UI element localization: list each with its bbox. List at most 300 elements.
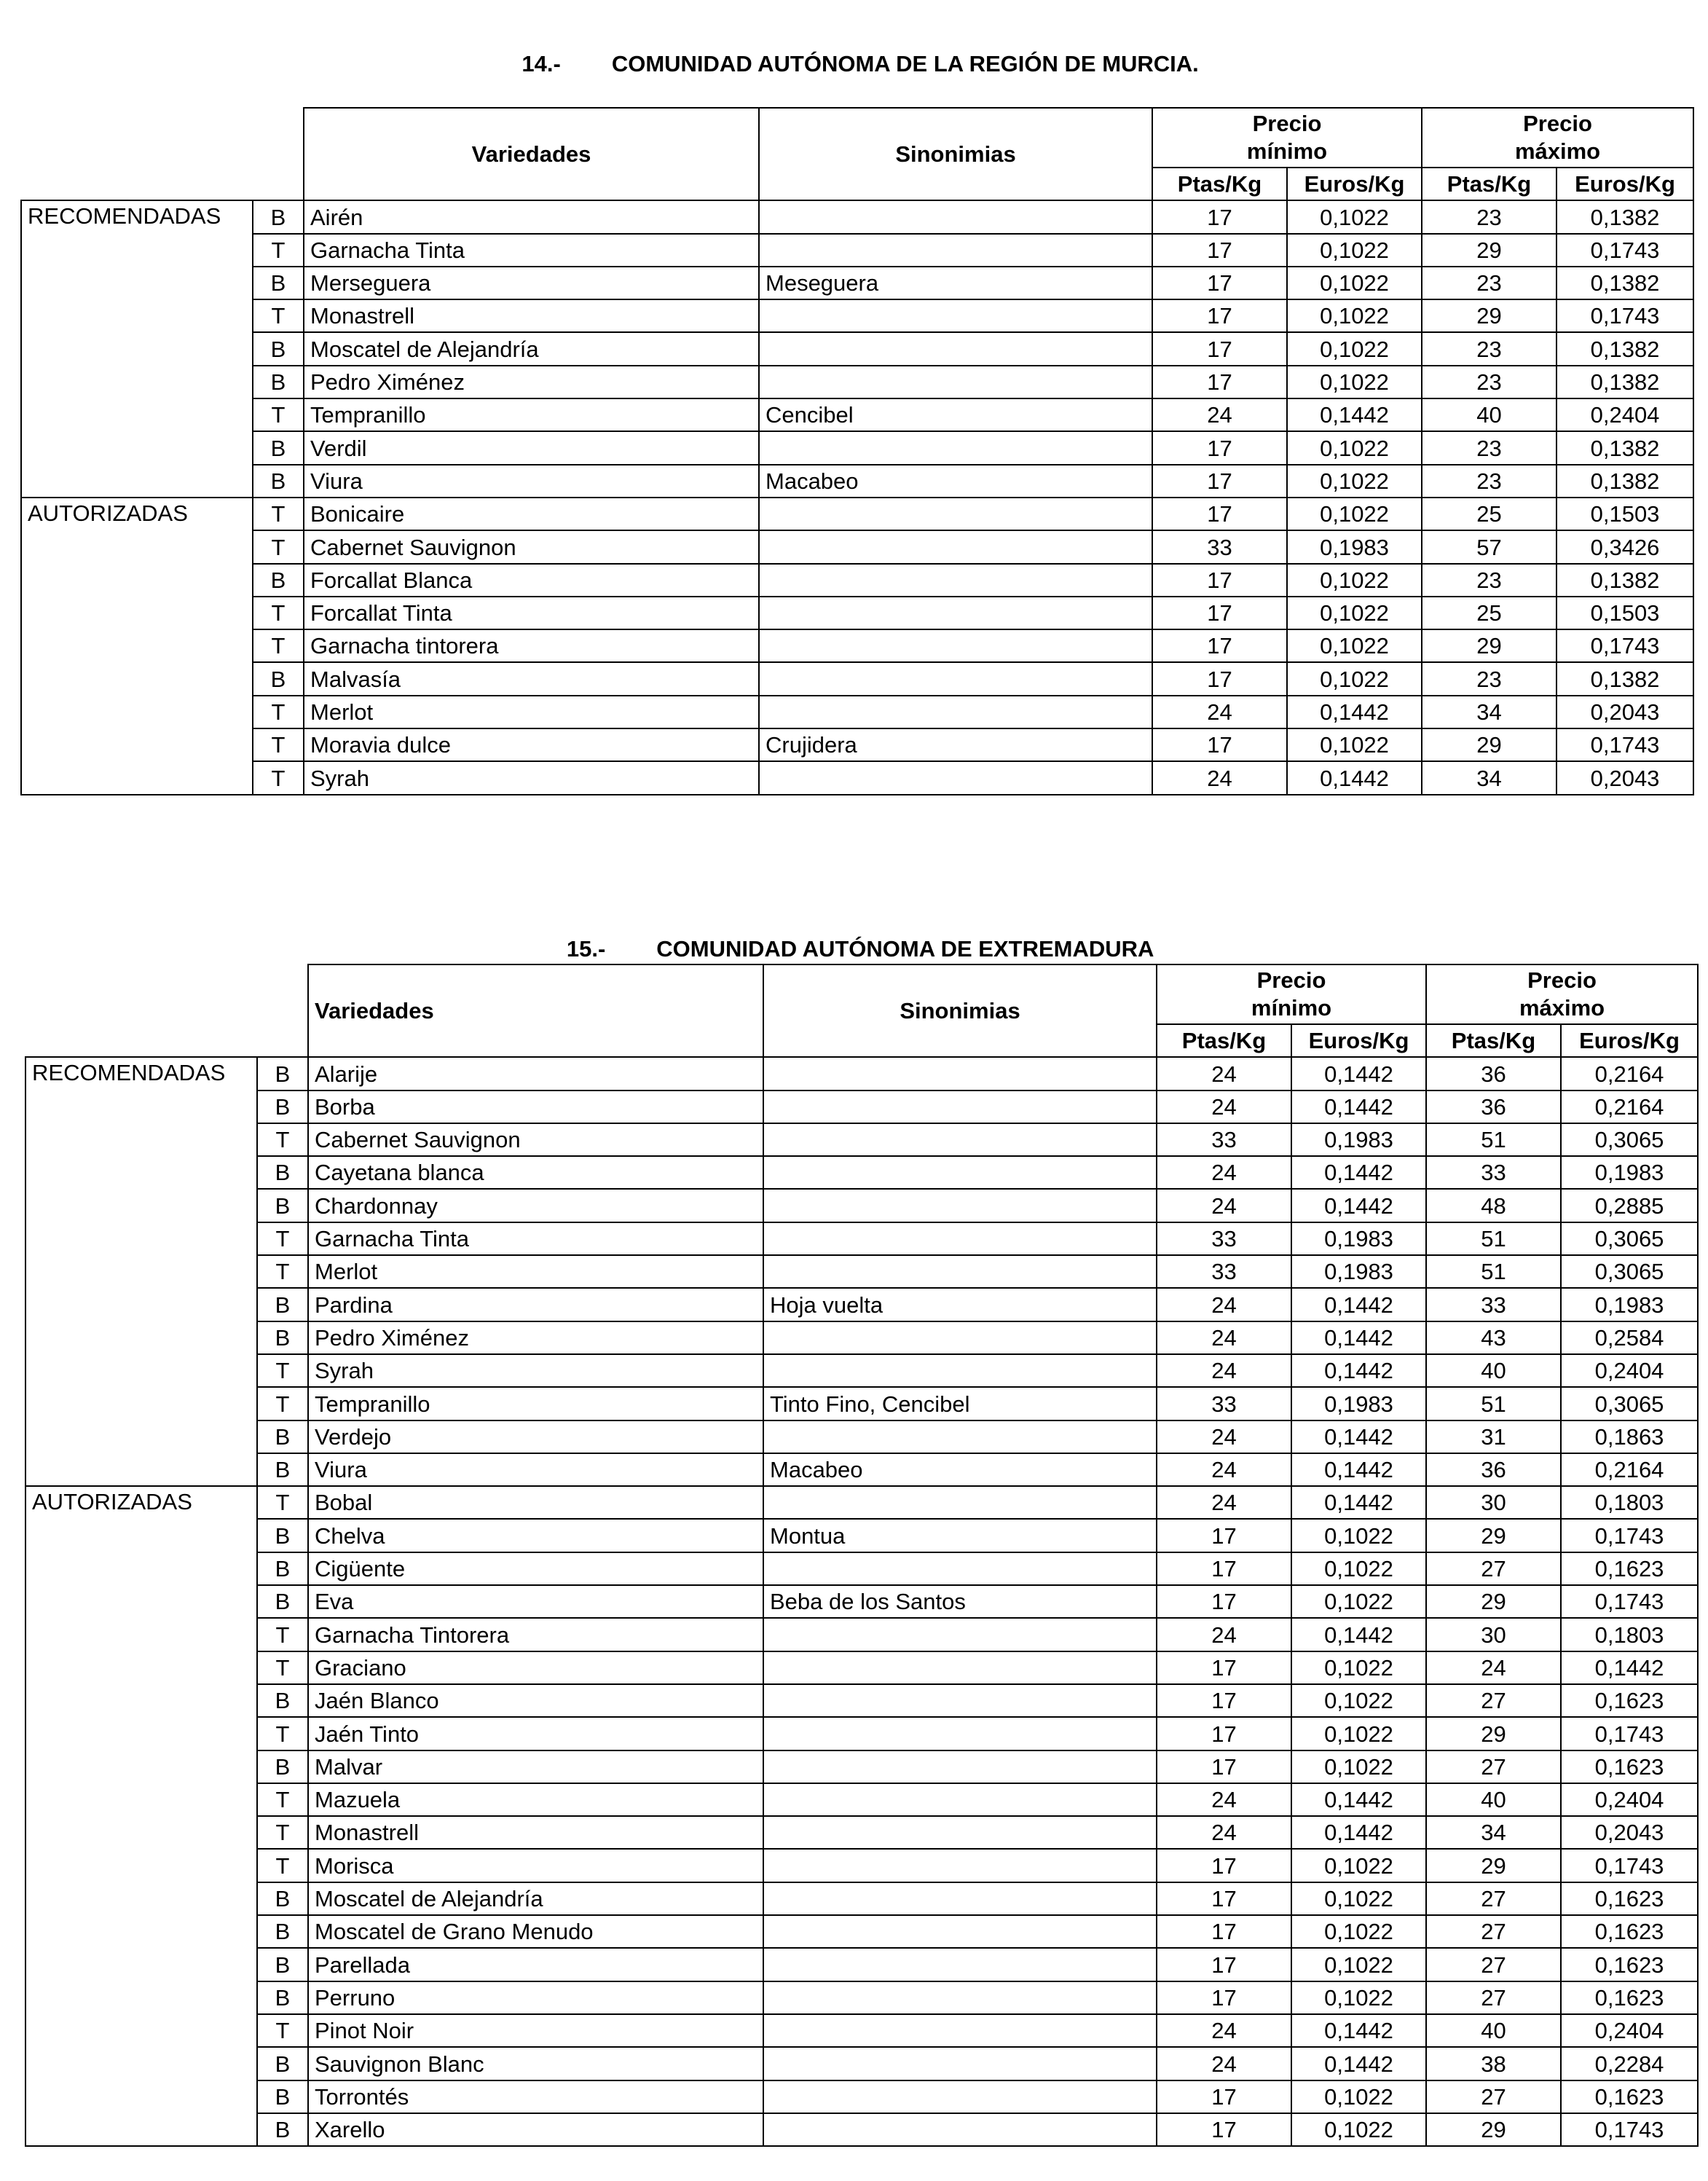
max-price-euros: 0,3065 bbox=[1561, 1123, 1698, 1156]
min-price-ptas: 33 bbox=[1157, 1222, 1291, 1255]
max-price-ptas: 34 bbox=[1422, 761, 1557, 794]
table-row bbox=[21, 299, 1693, 332]
header-sinonimias: Sinonimias bbox=[763, 964, 1157, 1057]
table-row bbox=[25, 1651, 1698, 1684]
table-row bbox=[21, 366, 1693, 398]
table-row bbox=[25, 1684, 1698, 1717]
min-price-ptas: 24 bbox=[1157, 1486, 1291, 1519]
max-price-euros: 0,2164 bbox=[1561, 1090, 1698, 1123]
variety-name: Pedro Ximénez bbox=[308, 1321, 763, 1354]
synonym bbox=[759, 431, 1152, 464]
synonym bbox=[759, 299, 1152, 332]
min-price-ptas: 24 bbox=[1157, 1453, 1291, 1486]
min-price-ptas: 17 bbox=[1152, 366, 1287, 398]
max-price-euros: 0,2043 bbox=[1557, 696, 1693, 728]
max-price-ptas: 38 bbox=[1426, 2047, 1561, 2080]
synonym bbox=[759, 332, 1152, 365]
color-code: B bbox=[257, 1420, 308, 1453]
min-price-ptas: 17 bbox=[1157, 1882, 1291, 1915]
min-price-euros: 0,1442 bbox=[1291, 1816, 1426, 1849]
min-price-euros: 0,1442 bbox=[1291, 1354, 1426, 1387]
synonym: Tinto Fino, Cencibel bbox=[763, 1387, 1157, 1420]
color-code: T bbox=[257, 1222, 308, 1255]
variety-name: Moscatel de Alejandría bbox=[304, 332, 759, 365]
table-row bbox=[25, 1057, 1698, 1090]
header-precio-maximo: Precio máximo bbox=[1422, 108, 1693, 168]
max-price-ptas: 43 bbox=[1426, 1321, 1561, 1354]
min-price-ptas: 33 bbox=[1157, 1255, 1291, 1288]
synonym bbox=[759, 530, 1152, 563]
table-row bbox=[25, 1882, 1698, 1915]
min-price-ptas: 17 bbox=[1152, 662, 1287, 695]
min-price-euros: 0,1022 bbox=[1287, 465, 1422, 498]
min-price-ptas: 33 bbox=[1152, 530, 1287, 563]
max-price-euros: 0,2404 bbox=[1561, 1783, 1698, 1816]
min-price-euros: 0,1022 bbox=[1291, 1684, 1426, 1717]
variety-name: Cayetana blanca bbox=[308, 1156, 763, 1189]
max-price-euros: 0,1743 bbox=[1557, 728, 1693, 761]
max-price-ptas: 27 bbox=[1426, 1981, 1561, 2014]
color-code: T bbox=[257, 1618, 308, 1651]
max-price-ptas: 27 bbox=[1426, 1750, 1561, 1783]
min-price-euros: 0,1022 bbox=[1291, 1519, 1426, 1552]
max-price-euros: 0,1382 bbox=[1557, 431, 1693, 464]
max-price-ptas: 23 bbox=[1422, 200, 1557, 233]
max-price-ptas: 23 bbox=[1422, 366, 1557, 398]
table-row bbox=[25, 1717, 1698, 1750]
synonym bbox=[763, 1981, 1157, 2014]
min-price-ptas: 24 bbox=[1157, 1090, 1291, 1123]
min-price-euros: 0,1022 bbox=[1287, 728, 1422, 761]
variety-name: Malvasía bbox=[304, 662, 759, 695]
min-price-ptas: 17 bbox=[1157, 1519, 1291, 1552]
max-price-euros: 0,1743 bbox=[1561, 1717, 1698, 1750]
variety-name: Xarello bbox=[308, 2113, 763, 2146]
color-code: B bbox=[257, 1090, 308, 1123]
variety-name: Alarije bbox=[308, 1057, 763, 1090]
max-price-euros: 0,1743 bbox=[1561, 1519, 1698, 1552]
synonym bbox=[763, 1057, 1157, 1090]
color-code: T bbox=[257, 1354, 308, 1387]
header-precio-maximo: Precio máximo bbox=[1426, 964, 1698, 1024]
synonym: Meseguera bbox=[759, 267, 1152, 299]
header-max-ptas: Ptas/Kg bbox=[1426, 1024, 1561, 1057]
table-row bbox=[25, 1519, 1698, 1552]
max-price-euros: 0,1803 bbox=[1561, 1618, 1698, 1651]
section-title-text: COMUNIDAD AUTÓNOMA DE LA REGIÓN DE MURCIA. bbox=[611, 51, 1199, 76]
header-min-ptas: Ptas/Kg bbox=[1152, 168, 1287, 200]
table-row bbox=[21, 530, 1693, 563]
variety-name: Moravia dulce bbox=[304, 728, 759, 761]
color-code: T bbox=[257, 1123, 308, 1156]
min-price-ptas: 17 bbox=[1157, 1585, 1291, 1618]
min-price-ptas: 17 bbox=[1152, 465, 1287, 498]
min-price-ptas: 17 bbox=[1152, 431, 1287, 464]
variety-name: Pardina bbox=[308, 1288, 763, 1321]
max-price-ptas: 25 bbox=[1422, 597, 1557, 629]
category-label: RECOMENDADAS bbox=[25, 1057, 257, 1486]
color-code: B bbox=[253, 200, 304, 233]
max-price-euros: 0,1503 bbox=[1557, 498, 1693, 530]
max-price-euros: 0,3065 bbox=[1561, 1255, 1698, 1288]
max-price-euros: 0,1983 bbox=[1561, 1156, 1698, 1189]
min-price-euros: 0,1442 bbox=[1291, 2047, 1426, 2080]
variety-name: Chardonnay bbox=[308, 1189, 763, 1222]
table-row bbox=[21, 696, 1693, 728]
category-label: AUTORIZADAS bbox=[21, 498, 253, 795]
synonym bbox=[759, 629, 1152, 662]
max-price-euros: 0,1743 bbox=[1561, 1849, 1698, 1882]
category-label: AUTORIZADAS bbox=[25, 1486, 257, 2146]
synonym bbox=[763, 1255, 1157, 1288]
synonym bbox=[763, 1618, 1157, 1651]
variety-name: Perruno bbox=[308, 1981, 763, 2014]
min-price-ptas: 24 bbox=[1152, 696, 1287, 728]
color-code: T bbox=[257, 1849, 308, 1882]
min-price-euros: 0,1022 bbox=[1291, 1651, 1426, 1684]
max-price-euros: 0,1623 bbox=[1561, 1948, 1698, 1981]
variety-name: Forcallat Blanca bbox=[304, 564, 759, 597]
max-price-ptas: 36 bbox=[1426, 1453, 1561, 1486]
table-row bbox=[25, 1189, 1698, 1222]
table-row bbox=[21, 597, 1693, 629]
variety-name: Forcallat Tinta bbox=[304, 597, 759, 629]
max-price-euros: 0,3065 bbox=[1561, 1387, 1698, 1420]
table-row bbox=[25, 1948, 1698, 1981]
max-price-euros: 0,2164 bbox=[1561, 1453, 1698, 1486]
table-row bbox=[21, 498, 1693, 530]
header-variedades: Variedades bbox=[308, 964, 763, 1057]
table-row bbox=[25, 1783, 1698, 1816]
table-row bbox=[25, 1915, 1698, 1948]
synonym bbox=[763, 1849, 1157, 1882]
section-title-text: COMUNIDAD AUTÓNOMA DE EXTREMADURA bbox=[656, 936, 1154, 962]
color-code: T bbox=[257, 1816, 308, 1849]
max-price-ptas: 34 bbox=[1422, 696, 1557, 728]
max-price-ptas: 36 bbox=[1426, 1090, 1561, 1123]
synonym bbox=[763, 1948, 1157, 1981]
synonym bbox=[763, 1651, 1157, 1684]
variety-name: Moscatel de Grano Menudo bbox=[308, 1915, 763, 1948]
variety-name: Verdejo bbox=[308, 1420, 763, 1453]
max-price-ptas: 40 bbox=[1422, 398, 1557, 431]
color-code: B bbox=[257, 1585, 308, 1618]
max-price-euros: 0,1623 bbox=[1561, 1915, 1698, 1948]
synonym bbox=[759, 696, 1152, 728]
synonym bbox=[759, 234, 1152, 267]
min-price-ptas: 24 bbox=[1152, 398, 1287, 431]
min-price-ptas: 24 bbox=[1157, 1354, 1291, 1387]
min-price-euros: 0,1442 bbox=[1291, 1057, 1426, 1090]
min-price-ptas: 17 bbox=[1152, 200, 1287, 233]
color-code: T bbox=[253, 398, 304, 431]
color-code: T bbox=[253, 696, 304, 728]
max-price-ptas: 29 bbox=[1426, 1849, 1561, 1882]
variety-name: Parellada bbox=[308, 1948, 763, 1981]
max-price-ptas: 23 bbox=[1422, 564, 1557, 597]
min-price-euros: 0,1442 bbox=[1291, 1486, 1426, 1519]
table-row bbox=[25, 1453, 1698, 1486]
min-price-euros: 0,1983 bbox=[1287, 530, 1422, 563]
color-code: B bbox=[253, 662, 304, 695]
max-price-ptas: 23 bbox=[1422, 267, 1557, 299]
color-code: T bbox=[253, 530, 304, 563]
table-row bbox=[25, 1156, 1698, 1189]
variety-name: Cabernet Sauvignon bbox=[304, 530, 759, 563]
min-price-ptas: 17 bbox=[1152, 498, 1287, 530]
color-code: B bbox=[253, 332, 304, 365]
synonym bbox=[763, 1090, 1157, 1123]
table-row bbox=[21, 398, 1693, 431]
synonym: Macabeo bbox=[759, 465, 1152, 498]
synonym bbox=[763, 1222, 1157, 1255]
synonym bbox=[759, 564, 1152, 597]
max-price-euros: 0,1503 bbox=[1557, 597, 1693, 629]
synonym bbox=[759, 200, 1152, 233]
max-price-euros: 0,1623 bbox=[1561, 1981, 1698, 2014]
max-price-ptas: 51 bbox=[1426, 1222, 1561, 1255]
min-price-euros: 0,1442 bbox=[1291, 1189, 1426, 1222]
max-price-ptas: 51 bbox=[1426, 1123, 1561, 1156]
min-price-ptas: 24 bbox=[1157, 2047, 1291, 2080]
synonym bbox=[763, 2113, 1157, 2146]
synonym bbox=[763, 2080, 1157, 2113]
max-price-euros: 0,1382 bbox=[1557, 200, 1693, 233]
color-code: B bbox=[253, 431, 304, 464]
color-code: B bbox=[257, 1453, 308, 1486]
color-code: B bbox=[253, 564, 304, 597]
section-number: 15.- bbox=[566, 936, 606, 962]
max-price-ptas: 29 bbox=[1422, 629, 1557, 662]
variety-name: Torrontés bbox=[308, 2080, 763, 2113]
table-row bbox=[25, 2113, 1698, 2146]
variety-name: Graciano bbox=[308, 1651, 763, 1684]
min-price-ptas: 17 bbox=[1157, 1981, 1291, 2014]
max-price-euros: 0,3426 bbox=[1557, 530, 1693, 563]
min-price-ptas: 24 bbox=[1157, 1057, 1291, 1090]
variety-name: Pedro Ximénez bbox=[304, 366, 759, 398]
table-row bbox=[21, 761, 1693, 794]
min-price-euros: 0,1022 bbox=[1287, 662, 1422, 695]
max-price-euros: 0,2584 bbox=[1561, 1321, 1698, 1354]
min-price-euros: 0,1022 bbox=[1287, 332, 1422, 365]
synonym bbox=[763, 1354, 1157, 1387]
color-code: T bbox=[257, 1717, 308, 1750]
synonym bbox=[759, 761, 1152, 794]
min-price-ptas: 33 bbox=[1157, 1123, 1291, 1156]
variety-name: Tempranillo bbox=[304, 398, 759, 431]
variety-name: Airén bbox=[304, 200, 759, 233]
variety-name: Malvar bbox=[308, 1750, 763, 1783]
table-row bbox=[25, 1552, 1698, 1585]
variety-name: Moscatel de Alejandría bbox=[308, 1882, 763, 1915]
max-price-euros: 0,1743 bbox=[1557, 234, 1693, 267]
max-price-euros: 0,2404 bbox=[1557, 398, 1693, 431]
synonym: Hoja vuelta bbox=[763, 1288, 1157, 1321]
min-price-euros: 0,1022 bbox=[1291, 1750, 1426, 1783]
variety-name: Garnacha tintorera bbox=[304, 629, 759, 662]
max-price-ptas: 29 bbox=[1422, 299, 1557, 332]
max-price-euros: 0,1623 bbox=[1561, 2080, 1698, 2113]
min-price-ptas: 24 bbox=[1152, 761, 1287, 794]
color-code: T bbox=[253, 629, 304, 662]
table-row bbox=[21, 728, 1693, 761]
color-code: B bbox=[257, 1552, 308, 1585]
variety-name: Merlot bbox=[308, 1255, 763, 1288]
synonym bbox=[759, 366, 1152, 398]
color-code: B bbox=[257, 1948, 308, 1981]
max-price-ptas: 29 bbox=[1422, 728, 1557, 761]
table-row bbox=[25, 1387, 1698, 1420]
synonym bbox=[763, 1420, 1157, 1453]
max-price-ptas: 27 bbox=[1426, 1882, 1561, 1915]
section-14-title bbox=[0, 20, 1708, 79]
header-variedades: Variedades bbox=[304, 108, 759, 200]
synonym bbox=[763, 1684, 1157, 1717]
table-row bbox=[25, 1849, 1698, 1882]
min-price-ptas: 17 bbox=[1157, 1915, 1291, 1948]
max-price-ptas: 40 bbox=[1426, 1783, 1561, 1816]
min-price-ptas: 17 bbox=[1157, 2113, 1291, 2146]
color-code: T bbox=[253, 761, 304, 794]
table-row bbox=[25, 1816, 1698, 1849]
table-row bbox=[21, 465, 1693, 498]
min-price-ptas: 24 bbox=[1157, 1288, 1291, 1321]
max-price-euros: 0,1743 bbox=[1561, 2113, 1698, 2146]
variety-name: Borba bbox=[308, 1090, 763, 1123]
table-row bbox=[21, 662, 1693, 695]
variety-name: Jaén Tinto bbox=[308, 1717, 763, 1750]
header-max-ptas: Ptas/Kg bbox=[1422, 168, 1557, 200]
synonym bbox=[763, 1816, 1157, 1849]
color-code: T bbox=[257, 1387, 308, 1420]
variety-name: Merlot bbox=[304, 696, 759, 728]
max-price-euros: 0,1863 bbox=[1561, 1420, 1698, 1453]
table-row bbox=[21, 200, 1693, 233]
variety-name: Merseguera bbox=[304, 267, 759, 299]
table-row bbox=[21, 431, 1693, 464]
min-price-euros: 0,1442 bbox=[1291, 1420, 1426, 1453]
table-row bbox=[21, 629, 1693, 662]
color-code: T bbox=[253, 498, 304, 530]
max-price-euros: 0,2404 bbox=[1561, 2014, 1698, 2047]
table-row bbox=[25, 2080, 1698, 2113]
max-price-ptas: 30 bbox=[1426, 1486, 1561, 1519]
min-price-ptas: 24 bbox=[1157, 1816, 1291, 1849]
section-number: 14.- bbox=[522, 51, 561, 76]
variety-name: Jaén Blanco bbox=[308, 1684, 763, 1717]
variety-name: Syrah bbox=[304, 761, 759, 794]
min-price-euros: 0,1442 bbox=[1291, 2014, 1426, 2047]
min-price-ptas: 17 bbox=[1157, 1552, 1291, 1585]
table-row bbox=[25, 1321, 1698, 1354]
min-price-euros: 0,1022 bbox=[1287, 234, 1422, 267]
synonym bbox=[763, 1189, 1157, 1222]
color-code: B bbox=[257, 1189, 308, 1222]
table-row bbox=[25, 1123, 1698, 1156]
synonym: Macabeo bbox=[763, 1453, 1157, 1486]
max-price-ptas: 27 bbox=[1426, 1948, 1561, 1981]
min-price-euros: 0,1022 bbox=[1287, 498, 1422, 530]
variety-name: Bobal bbox=[308, 1486, 763, 1519]
min-price-ptas: 24 bbox=[1157, 1618, 1291, 1651]
min-price-euros: 0,1022 bbox=[1287, 200, 1422, 233]
max-price-ptas: 34 bbox=[1426, 1816, 1561, 1849]
color-code: B bbox=[257, 1057, 308, 1090]
table-row bbox=[25, 2047, 1698, 2080]
min-price-euros: 0,1022 bbox=[1287, 629, 1422, 662]
min-price-euros: 0,1022 bbox=[1291, 1552, 1426, 1585]
min-price-euros: 0,1022 bbox=[1287, 267, 1422, 299]
synonym bbox=[763, 1123, 1157, 1156]
variety-name: Pinot Noir bbox=[308, 2014, 763, 2047]
min-price-ptas: 17 bbox=[1152, 267, 1287, 299]
max-price-ptas: 48 bbox=[1426, 1189, 1561, 1222]
header-max-euros: Euros/Kg bbox=[1557, 168, 1693, 200]
min-price-euros: 0,1983 bbox=[1291, 1387, 1426, 1420]
color-code: B bbox=[257, 2047, 308, 2080]
max-price-ptas: 29 bbox=[1426, 1585, 1561, 1618]
header-blank bbox=[25, 964, 308, 1057]
synonym bbox=[763, 2047, 1157, 2080]
min-price-ptas: 17 bbox=[1152, 597, 1287, 629]
color-code: B bbox=[257, 1981, 308, 2014]
max-price-ptas: 23 bbox=[1422, 662, 1557, 695]
min-price-ptas: 24 bbox=[1157, 1420, 1291, 1453]
table-row bbox=[25, 1750, 1698, 1783]
min-price-ptas: 17 bbox=[1152, 299, 1287, 332]
min-price-euros: 0,1022 bbox=[1287, 431, 1422, 464]
synonym: Montua bbox=[763, 1519, 1157, 1552]
variety-name: Garnacha Tinta bbox=[308, 1222, 763, 1255]
table-row bbox=[25, 1486, 1698, 1519]
color-code: B bbox=[257, 1882, 308, 1915]
max-price-ptas: 31 bbox=[1426, 1420, 1561, 1453]
variety-name: Morisca bbox=[308, 1849, 763, 1882]
max-price-ptas: 27 bbox=[1426, 1552, 1561, 1585]
synonym: Beba de los Santos bbox=[763, 1585, 1157, 1618]
min-price-ptas: 17 bbox=[1152, 728, 1287, 761]
max-price-euros: 0,1623 bbox=[1561, 1882, 1698, 1915]
min-price-ptas: 17 bbox=[1157, 1948, 1291, 1981]
max-price-euros: 0,1382 bbox=[1557, 366, 1693, 398]
min-price-euros: 0,1983 bbox=[1291, 1255, 1426, 1288]
color-code: B bbox=[253, 465, 304, 498]
variety-name: Viura bbox=[304, 465, 759, 498]
min-price-ptas: 24 bbox=[1157, 1321, 1291, 1354]
max-price-ptas: 30 bbox=[1426, 1618, 1561, 1651]
variety-name: Cabernet Sauvignon bbox=[308, 1123, 763, 1156]
synonym bbox=[763, 1321, 1157, 1354]
min-price-ptas: 17 bbox=[1157, 2080, 1291, 2113]
category-label: RECOMENDADAS bbox=[21, 200, 253, 498]
min-price-ptas: 17 bbox=[1152, 564, 1287, 597]
table-row bbox=[25, 1288, 1698, 1321]
synonym bbox=[763, 1882, 1157, 1915]
min-price-euros: 0,1442 bbox=[1291, 1090, 1426, 1123]
table-row bbox=[25, 1090, 1698, 1123]
max-price-ptas: 29 bbox=[1426, 2113, 1561, 2146]
table-row bbox=[25, 2014, 1698, 2047]
max-price-euros: 0,1803 bbox=[1561, 1486, 1698, 1519]
min-price-euros: 0,1442 bbox=[1287, 761, 1422, 794]
max-price-ptas: 27 bbox=[1426, 1915, 1561, 1948]
synonym bbox=[763, 1552, 1157, 1585]
min-price-ptas: 17 bbox=[1157, 1651, 1291, 1684]
color-code: B bbox=[257, 1321, 308, 1354]
max-price-ptas: 57 bbox=[1422, 530, 1557, 563]
section-15-title bbox=[0, 905, 1708, 964]
